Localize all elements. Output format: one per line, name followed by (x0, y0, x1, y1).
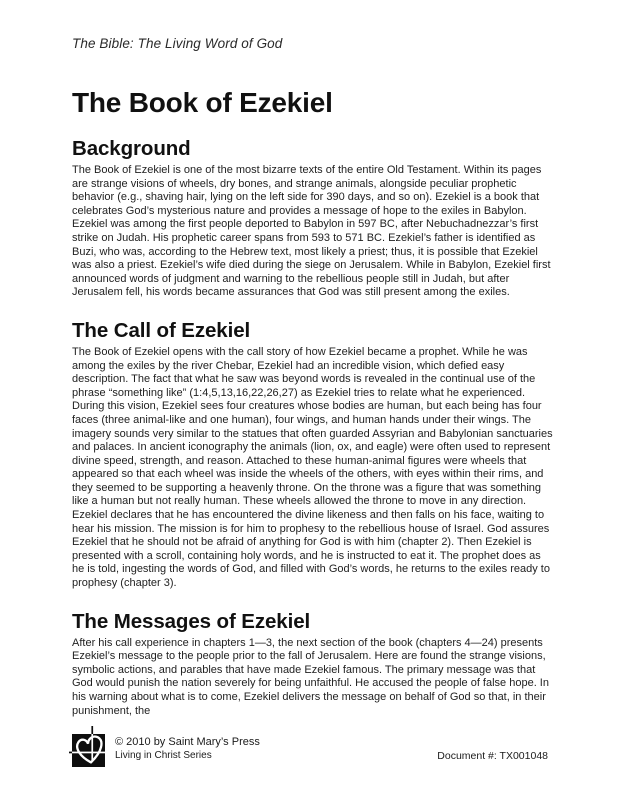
section-background (72, 137, 554, 300)
section-body-background: The Book of Ezekiel is one of the most bizarre texts of the entire Old Testament. Within its pages are strange visions of wheels, dry bones, and strange animals, alongside peculiar prophetic behavior (e.g., shaving hair, lying on the left side for 390 days, and so on). Ezekiel is a book that celebrates God’s mysterious nature and provides a message of hope to the exiles in Babylon. Ezekiel was among the first people deported to Babylon in 597 BC, after Nebuchadnezzar’s first strike on Judah. His prophetic career spans from 593 to 571 BC. Ezekiel’s father is identified as Buzi, who was, according to the Hebrew text, most likely a priest; thus, it is possible that Ezekiel was also a priest. Ezekiel’s wife died during the siege on Jerusalem. While in Babylon, Ezekiel first announced words of judgment and warning to the rebellious people still in Judah, but after Jerusalem fell, his words became assurances that God was still present among the exiles. (72, 164, 551, 299)
section-heading-call-of-ezekiel: The Call of Ezekiel (72, 318, 251, 342)
series-text: Living in Christ Series (115, 750, 212, 761)
section-heading-background: Background (72, 137, 191, 160)
running-header: The Bible: The Living Word of God (72, 36, 283, 51)
publisher-info (115, 735, 260, 762)
copyright-text: © 2010 by Saint Mary’s Press (115, 736, 260, 748)
section-call-of-ezekiel (72, 319, 554, 591)
heart-cross-logo-icon (69, 726, 111, 768)
section-messages-of-ezekiel (72, 610, 554, 719)
section-heading-messages-of-ezekiel: The Messages of Ezekiel (72, 609, 311, 633)
page-footer (72, 733, 554, 779)
page-title: The Book of Ezekiel (72, 87, 333, 118)
section-body-messages-of-ezekiel: After his call experience in chapters 1—3, the next section of the book (chapters 4—24) presents Ezekiel’s message to the people prior to the fall of Jerusalem. Here are found the strange visions, symbolic actions, and parables that have made Ezekiel famous. The primary message was that God would punish the nation severely for being unfaithful. He accused the people of false hope. In his warning about what is to come, Ezekiel delivers the message on behalf of God so that, in their punishment, the (72, 636, 549, 717)
section-body-call-of-ezekiel: The Book of Ezekiel opens with the call story of how Ezekiel became a prophet. While he was among the exiles by the river Chebar, Ezekiel had an incredible vision, which defied easy description. The fact that what he saw was beyond words is revealed in the continual use of the phrase “something like” (1:4,5,13,16,22,26,27) as Ezekiel tries to relate what he experienced. During this vision, Ezekiel sees four creatures whose bodies are human, but each being has four faces (three animal-like and one human), four wings, and human hands under their wings. The imagery sounds very similar to the statues that often guarded Assyrian and Babylonian sanctuaries and palaces. In ancient iconography the animals (lion, ox, and eagle) were often used to represent divine speed, strength, and reason. Attached to these human-animal figures were wheels that appeared so that each wheel was inside the wheels of the others, with eyes within their rims, and they seemed to be supporting a heavenly throne. On the throne was a figure that was something like a human but not really human. These wheels allowed the throne to move in any direction. Ezekiel declares that he has encountered the divine likeness and then falls on his face, waiting to hear his mission. The mission is for him to prophesy to the rebellious house of Israel. God assures Ezekiel that he should not be afraid of anything for God is with him (chapter 2). Then Ezekiel is presented with a scroll, containing holy words, and he is instructed to eat it. The prophet does as he is told, ingesting the words of God, and filled with God’s words, he returns to the exiles ready to prophesy (chapter 3). (72, 345, 553, 590)
document-number: Document #: TX001048 (437, 750, 548, 762)
